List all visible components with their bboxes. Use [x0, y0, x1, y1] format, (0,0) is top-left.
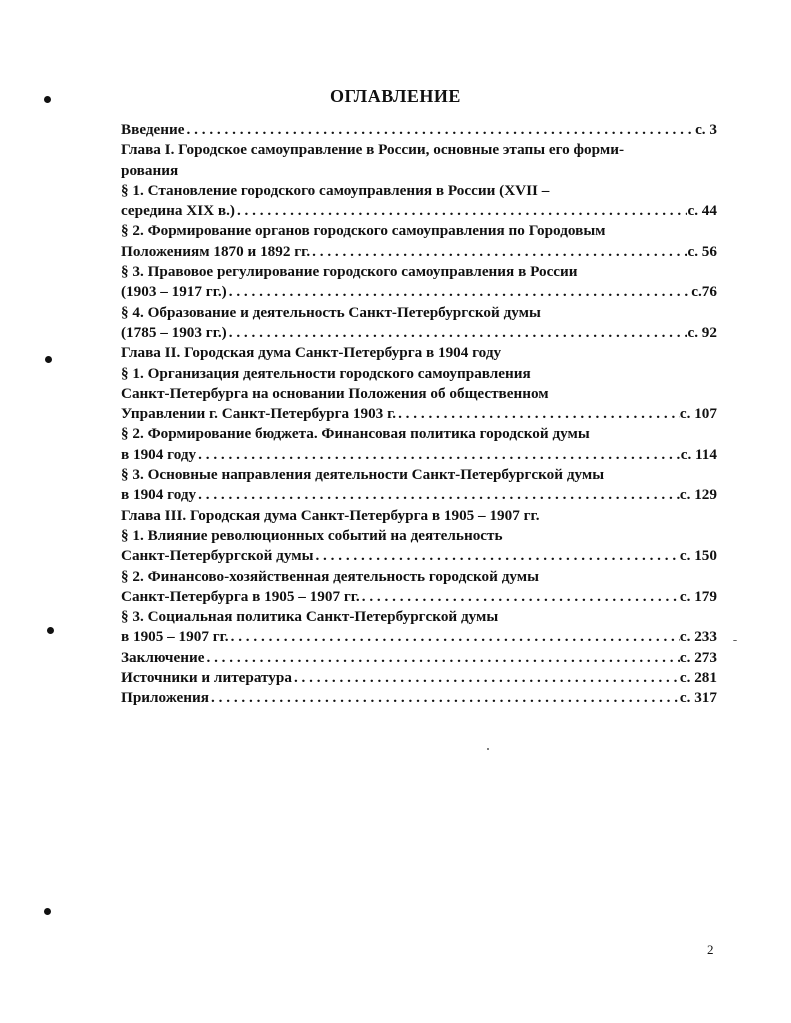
toc-section-3-3-cont[interactable]	[121, 627, 717, 647]
leader-dots	[313, 546, 679, 566]
toc-entry-page: с. 233	[679, 628, 717, 646]
toc-section-2-1-cont2[interactable]	[121, 404, 717, 424]
toc-entry-title: Источники и литература	[121, 669, 292, 687]
scan-speck	[733, 640, 737, 641]
leader-dots	[235, 201, 688, 221]
binding-hole-mark	[44, 355, 54, 365]
page-number: 2	[707, 942, 714, 957]
leader-dots	[292, 668, 680, 688]
toc-entry-page: с. 150	[679, 547, 717, 565]
toc-section-3-3[interactable]: § 3. Социальная политика Санкт-Петербургской думы	[121, 608, 499, 626]
toc-section-1-3-cont[interactable]	[121, 282, 717, 302]
toc-section-2-2-cont[interactable]	[121, 445, 717, 465]
toc-section-3-2-cont[interactable]	[121, 587, 717, 607]
leader-dots	[360, 587, 680, 607]
leader-dots	[227, 323, 688, 343]
toc-chapter-1[interactable]: Глава I. Городское самоуправление в России, основные этапы его форми-	[121, 141, 624, 159]
scan-speck	[487, 748, 489, 750]
toc-entry-introduction[interactable]	[121, 120, 717, 140]
toc-entry-title: Санкт-Петербурга в 1905 – 1907 гг.	[121, 587, 360, 605]
toc-section-2-3-cont[interactable]	[121, 485, 717, 505]
toc-section-3-2[interactable]: § 2. Финансово-хозяйственная деятельность городской думы	[121, 567, 539, 585]
leader-dots	[196, 485, 680, 505]
toc-entry-page: с.76	[691, 283, 717, 301]
toc-entry-page: с. 92	[687, 323, 717, 341]
toc-section-1-2[interactable]: § 2. Формирование органов городского самоуправления по Городовым	[121, 222, 606, 240]
toc-chapter-3[interactable]: Глава III. Городская дума Санкт-Петербурга в 1905 – 1907 гг.	[121, 506, 540, 524]
leader-dots	[204, 648, 679, 668]
toc-section-1-1[interactable]: § 1. Становление городского самоуправления в России (XVII –	[121, 181, 550, 199]
toc-entry-title: Введение	[121, 121, 185, 138]
toc-entry-conclusion[interactable]	[121, 648, 717, 668]
binding-hole-mark	[43, 907, 53, 917]
leader-dots	[227, 282, 692, 302]
toc-entry-page: с. 129	[679, 486, 717, 504]
binding-hole-mark	[46, 626, 56, 636]
toc-entry-title: Заключение	[121, 648, 205, 666]
page-title: ОГЛАВЛЕНИЕ	[330, 86, 461, 106]
toc-entry-page: с. 3	[695, 121, 717, 138]
toc-entry-title: (1903 – 1917 гг.)	[121, 283, 227, 301]
table-of-contents	[121, 120, 717, 709]
toc-entry-title: Положениям 1870 и 1892 гг.	[121, 242, 311, 260]
toc-entry-appendix[interactable]	[121, 688, 717, 708]
toc-entry-title: в 1904 году	[121, 486, 197, 504]
toc-entry-page: с. 317	[679, 689, 717, 707]
toc-chapter-2[interactable]: Глава II. Городская дума Санкт-Петербурга в 1904 году	[121, 344, 502, 362]
toc-section-1-3[interactable]: § 3. Правовое регулирование городского самоуправления в России	[121, 263, 578, 281]
toc-entry-title: в 1905 – 1907 гг.	[121, 628, 229, 646]
toc-entry-title: (1785 – 1903 гг.)	[121, 323, 227, 341]
leader-dots	[229, 627, 680, 647]
leader-dots	[185, 120, 696, 140]
toc-section-1-2-cont[interactable]	[121, 242, 717, 262]
toc-entry-page: с. 107	[679, 405, 717, 423]
toc-entry-page: с. 114	[680, 445, 717, 463]
toc-chapter-1-cont[interactable]: рования	[121, 161, 179, 179]
toc-section-2-3[interactable]: § 3. Основные направления деятельности Санкт-Петербургской думы	[121, 466, 605, 484]
toc-section-3-1-cont[interactable]	[121, 546, 717, 566]
toc-section-3-1[interactable]: § 1. Влияние революционных событий на деятельность	[121, 526, 503, 544]
toc-section-1-1-cont[interactable]	[121, 201, 717, 221]
toc-entry-page: с. 56	[687, 242, 717, 260]
toc-entry-title: в 1904 году	[121, 445, 197, 463]
toc-entry-page: с. 281	[679, 669, 717, 687]
toc-entry-page: с. 179	[679, 587, 717, 605]
toc-section-1-4[interactable]: § 4. Образование и деятельность Санкт-Петербургской думы	[121, 303, 541, 321]
toc-section-1-4-cont[interactable]	[121, 323, 717, 343]
toc-entry-title: Приложения	[121, 689, 210, 707]
toc-section-2-1[interactable]: § 1. Организация деятельности городского самоуправления	[121, 364, 531, 382]
toc-entry-title: Управлении г. Санкт-Петербурга 1903 г.	[121, 405, 397, 423]
leader-dots	[396, 404, 680, 424]
toc-section-2-1-cont[interactable]: Санкт-Петербурга на основании Положения об общественном	[121, 384, 549, 402]
toc-entry-page: с. 44	[687, 202, 717, 220]
toc-entry-title: Санкт-Петербургской думы	[121, 547, 314, 565]
toc-entry-sources[interactable]	[121, 668, 717, 688]
toc-entry-page: с. 273	[679, 648, 717, 666]
leader-dots	[196, 445, 681, 465]
leader-dots	[209, 688, 680, 708]
toc-section-2-2[interactable]: § 2. Формирование бюджета. Финансовая политика городской думы	[121, 425, 590, 443]
leader-dots	[310, 242, 687, 262]
toc-entry-title: середина XIX в.)	[121, 202, 235, 220]
